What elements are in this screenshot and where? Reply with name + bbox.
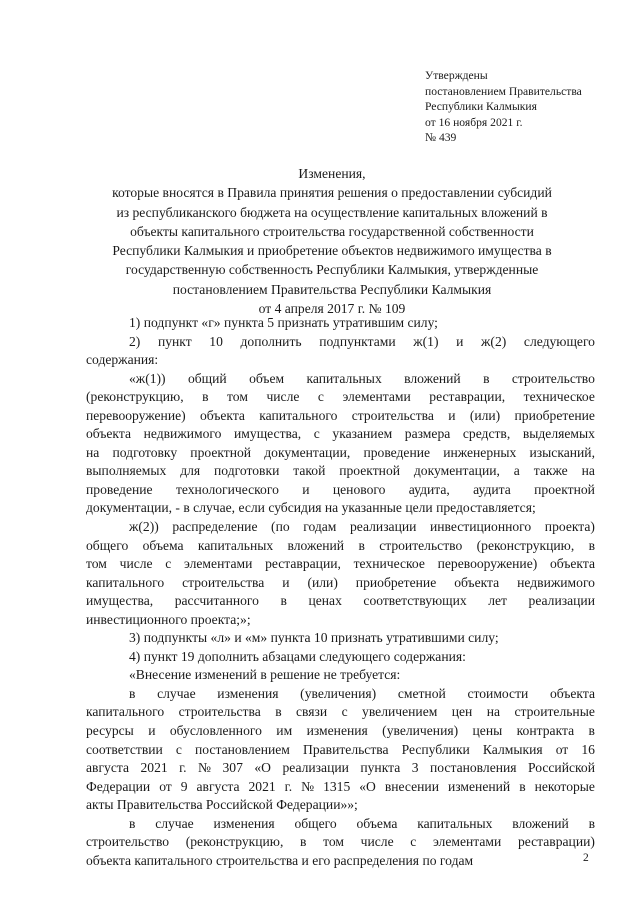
paragraph — [86, 629, 595, 648]
paragraph-line: объекта капитального строительства и его распределения по годам — [86, 852, 474, 868]
paragraph-line: проведение технологического и ценового аудита, аудита проектной — [86, 481, 595, 497]
paragraph-line: выполняемых для подготовки такой проектной документации, а также на — [86, 463, 595, 479]
paragraph — [86, 685, 595, 815]
heading-line: объекты капитального строительства государственной собственности — [130, 223, 534, 239]
paragraph-line: в случае изменения общего объема капитальных вложений в — [129, 815, 595, 831]
paragraph-line: документации, - в случае, если субсидия на указанные цели предоставляется; — [86, 500, 536, 516]
heading-line: из республиканского бюджета на осуществление капитальных вложений в — [116, 204, 548, 220]
paragraph — [86, 333, 595, 370]
paragraph-line: 1) подпункт «г» пункта 5 признать утратившим силу; — [129, 315, 438, 330]
heading-line: которые вносятся в Правила принятия решения о предоставлении субсидий — [112, 185, 552, 201]
heading-line: государственную собственность Республики Калмыкия, утвержденные — [125, 262, 539, 278]
approval-line: Республики Калмыкия — [425, 100, 537, 113]
paragraph-line: строительство (реконструкцию, в том числе с элементами реставрации) — [86, 834, 595, 850]
paragraph — [86, 815, 595, 871]
paragraph-line: соответствии с постановлением Правительства Республики Калмыкия от 16 — [86, 741, 595, 757]
approval-line: постановлением Правительства — [425, 84, 582, 98]
paragraph-line: «Внесение изменений в решение не требуется: — [129, 667, 401, 683]
paragraph-line: 2) пункт 10 дополнить подпунктами ж(1) и ж(2) следующего — [129, 333, 595, 349]
heading-line: постановлением Правительства Республики Калмыкия — [172, 281, 492, 297]
paragraph — [86, 370, 595, 518]
heading-line: от 4 апреля 2017 г. № 109 — [258, 301, 406, 317]
approval-line: от 16 ноября 2021 г. — [425, 115, 523, 129]
paragraph-line: общего объема капитальных вложений в строительство (реконструкцию, в — [86, 537, 595, 553]
paragraph — [86, 518, 595, 629]
approval-line: Утверждены — [425, 69, 488, 82]
paragraph-line: 4) пункт 19 дополнить абзацами следующего содержания: — [129, 648, 466, 664]
paragraph-line: капитального строительства в связи с увеличением цен на строительные — [86, 704, 595, 720]
paragraph-line: Федерации от 9 августа 2021 г. № 1315 «О внесении изменений в некоторые — [86, 778, 595, 794]
approval-stamp — [425, 68, 582, 146]
paragraph-line: ресурсы и обусловленного им изменения (увеличения) цены контракта в — [86, 723, 595, 739]
document-heading — [80, 164, 584, 318]
approval-line: № 439 — [425, 131, 457, 144]
paragraph-line: том числе с элементами реставрации, техническое перевооружение) объекта — [86, 556, 595, 572]
page-number: 2 — [583, 852, 589, 864]
paragraph-line: «ж(1)) общий объем капитальных вложений в строительство — [129, 370, 595, 386]
paragraph — [86, 314, 595, 333]
document-body — [86, 314, 595, 870]
paragraph-line: перевооружение) объекта капитального строительства и (или) приобретение — [86, 407, 595, 423]
paragraph-line: в случае изменения (увеличения) сметной стоимости объекта — [129, 685, 595, 701]
paragraph — [86, 666, 595, 685]
heading-line: Изменения, — [298, 166, 366, 181]
paragraph-line: объекта недвижимого имущества, с указанием размера средств, выделяемых — [86, 426, 595, 442]
paragraph-line: августа 2021 г. № 307 «О реализации пункта 3 постановления Российской — [86, 760, 595, 776]
heading-line: Республики Калмыкия и приобретение объектов недвижимого имущества в — [112, 243, 552, 259]
paragraph-line: ж(2)) распределение (по годам реализации инвестиционного проекта) — [129, 519, 595, 535]
paragraph-line: акты Правительства Российской Федерации»»; — [86, 797, 358, 813]
paragraph-line: инвестиционного проекта;»; — [86, 611, 251, 627]
paragraph-line: имущества, рассчитанного в ценах соответствующих лет реализации — [86, 593, 595, 609]
paragraph-line: содержания: — [86, 352, 159, 368]
paragraph-line: капитального строительства и (или) приобретение объекта недвижимого — [86, 574, 595, 590]
paragraph-line: 3) подпункты «л» и «м» пункта 10 признать утратившими силу; — [129, 630, 499, 646]
paragraph-line: на подготовку проектной документации, проведение инженерных изысканий, — [86, 444, 595, 460]
paragraph — [86, 648, 595, 667]
paragraph-line: (реконструкцию, в том числе с элементами реставрации, техническое — [86, 389, 595, 405]
